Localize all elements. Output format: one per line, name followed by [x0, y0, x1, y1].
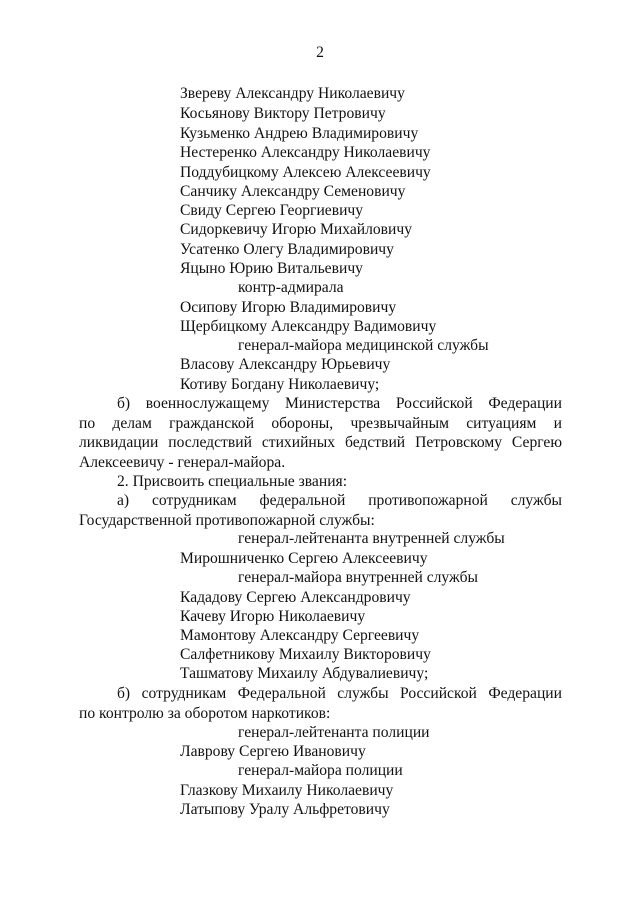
rank-heading: генерал-лейтенанта внутренней службы — [238, 530, 505, 547]
paragraph-b-narcotics — [79, 684, 562, 723]
name-line: Осипову Игорю Владимировичу — [180, 299, 397, 316]
rank-heading: генерал-майора внутренней службы — [238, 569, 479, 586]
paragraph-line: Государственной противопожарной службы: — [79, 511, 375, 529]
name-line: Власову Александру Юрьевичу — [180, 356, 391, 373]
name-line: Ташматову Михаилу Абдувалиевичу; — [180, 665, 429, 682]
name-line: Лаврову Сергею Ивановичу — [180, 743, 366, 760]
paragraph-a-fire-service — [79, 491, 562, 530]
name-line: Глазкову Михаилу Николаевичу — [180, 782, 394, 799]
name-line: Санчику Александру Семеновичу — [180, 183, 406, 200]
paragraph-line: ликвидации последствий стихийных бедствий Петровскому Сергею — [79, 434, 562, 452]
rank-heading: контр-адмирала — [238, 279, 344, 296]
name-line: Звереву Александру Николаевичу — [180, 85, 405, 102]
paragraph-line: б) сотрудникам Федеральной службы Российской Федерации — [117, 685, 562, 702]
paragraph-b-military — [79, 394, 562, 472]
name-line: Котиву Богдану Николаевичу; — [180, 376, 380, 393]
name-line: Яцыно Юрию Витальевичу — [180, 260, 363, 277]
rank-heading: генерал-майора полиции — [238, 762, 403, 779]
name-line: Нестеренко Александру Николаевичу — [180, 144, 431, 161]
paragraph-line: б) военнослужащему Министерства Российской Федерации — [117, 395, 562, 412]
name-line: Сидоркевичу Игорю Михайловичу — [180, 221, 413, 238]
name-line: Салфетникову Михаилу Викторовичу — [180, 646, 431, 663]
name-line: Усатенко Олегу Владимировичу — [180, 241, 394, 258]
name-line: Косьянову Виктору Петровичу — [180, 105, 386, 122]
item-2-heading: 2. Присвоить специальные звания: — [117, 473, 348, 490]
page-number: 2 — [316, 44, 324, 61]
rank-heading: генерал-майора медицинской службы — [238, 337, 489, 354]
paragraph-line: а) сотрудникам федеральной противопожарной службы — [117, 492, 562, 509]
name-line: Латыпову Уралу Альфретовичу — [180, 801, 390, 818]
name-line: Мамонтову Александру Сергеевичу — [180, 627, 420, 644]
name-line: Поддубицкому Алексею Алексеевичу — [180, 164, 431, 181]
name-line: Щербицкому Александру Вадимовичу — [180, 318, 437, 335]
paragraph-line: Алексеевичу - генерал-майора. — [79, 453, 286, 471]
name-line: Кададову Сергею Александровичу — [180, 589, 411, 606]
rank-heading: генерал-лейтенанта полиции — [238, 724, 430, 741]
name-line: Качеву Игорю Николаевичу — [180, 608, 366, 625]
name-line: Кузьменко Андрею Владимировичу — [180, 125, 419, 142]
name-line: Свиду Сергею Георгиевичу — [180, 202, 364, 219]
paragraph-line: по контролю за оборотом наркотиков: — [79, 704, 331, 722]
name-line: Мирошниченко Сергею Алексеевичу — [180, 550, 428, 567]
paragraph-line: по делам гражданской обороны, чрезвычайным ситуациям и — [79, 414, 562, 432]
